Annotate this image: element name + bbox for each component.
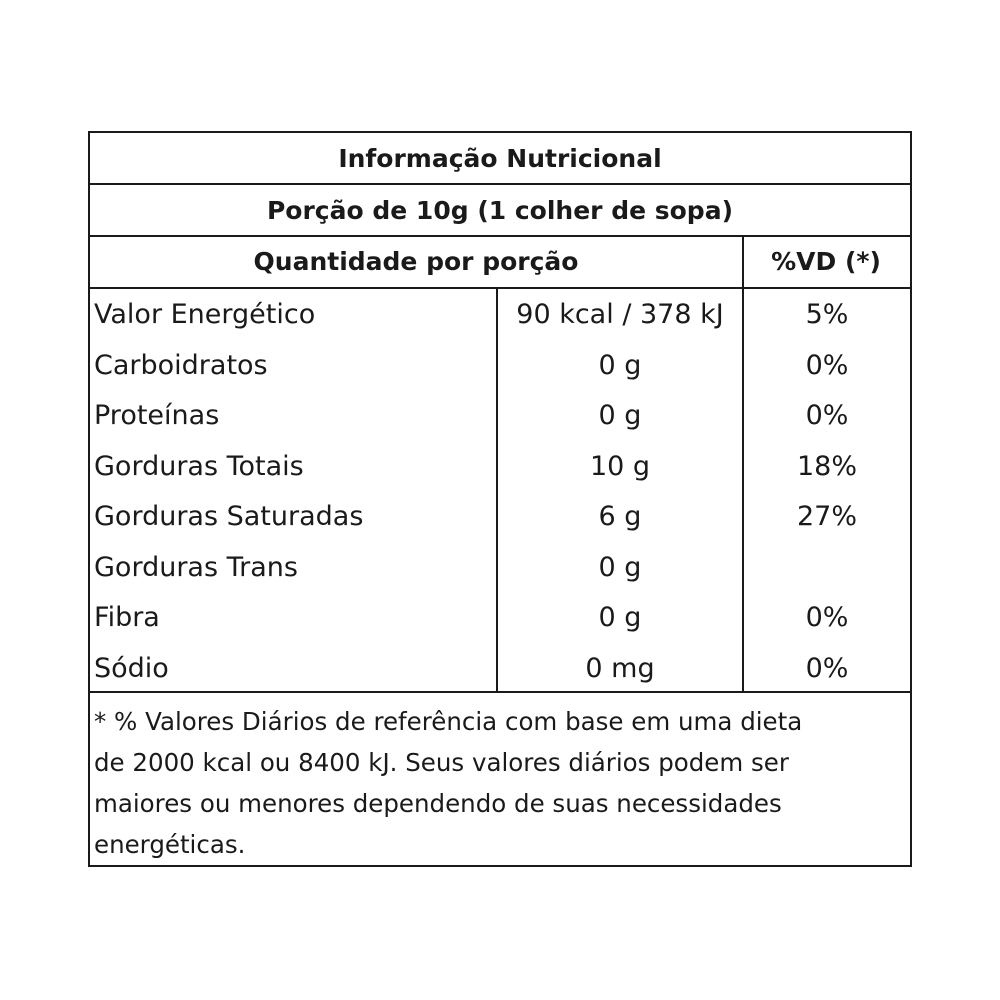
table-row xyxy=(90,542,910,593)
table-row xyxy=(90,592,910,643)
nutrient-daily-value: 0% xyxy=(805,349,849,381)
nutrient-name: Proteínas xyxy=(94,400,220,431)
nutrient-amount: 10 g xyxy=(589,450,651,482)
footnote-line: * % Valores Diários de referência com base em uma dieta xyxy=(94,707,803,736)
nutrient-name: Gorduras Totais xyxy=(94,450,304,482)
column-divider xyxy=(496,289,498,693)
nutrient-name: Gorduras Trans xyxy=(94,551,298,583)
nutrition-facts-table xyxy=(88,131,912,867)
nutrient-daily-value: 5% xyxy=(805,299,849,330)
nutrient-name: Sódio xyxy=(94,652,169,684)
nutrient-amount: 0 g xyxy=(598,602,642,633)
nutrient-daily-value: 18% xyxy=(796,450,857,482)
table-row xyxy=(90,390,910,441)
table-row xyxy=(90,643,910,694)
nutrient-name: Carboidratos xyxy=(94,349,268,381)
footnote-line: maiores ou menores dependendo de suas necessidades xyxy=(94,789,782,818)
nutrient-amount: 0 g xyxy=(598,400,642,431)
nutrient-amount: 0 mg xyxy=(585,652,655,684)
nutrient-daily-value: 0% xyxy=(805,400,849,431)
nutrient-daily-value: 0% xyxy=(805,602,849,633)
portion-size: Porção de 10g (1 colher de sopa) xyxy=(90,185,910,237)
quantity-header: Quantidade por porção xyxy=(253,247,579,276)
nutrient-daily-value: 0% xyxy=(805,652,849,684)
footnote-line: energéticas. xyxy=(94,830,246,859)
footnote-line: de 2000 kcal ou 8400 kJ. Seus valores diários podem ser xyxy=(94,748,789,777)
nutrient-amount: 90 kcal / 378 kJ xyxy=(516,299,724,330)
nutrient-daily-value: 27% xyxy=(796,501,857,532)
column-header-row xyxy=(90,237,910,289)
nutrient-rows xyxy=(90,289,910,693)
table-title: Informação Nutricional xyxy=(90,133,910,185)
table-row xyxy=(90,340,910,391)
table-row xyxy=(90,289,910,340)
table-row xyxy=(90,491,910,542)
table-row xyxy=(90,441,910,492)
nutrient-daily-value xyxy=(744,542,910,592)
nutrient-name: Fibra xyxy=(94,602,160,633)
column-divider xyxy=(742,237,744,693)
nutrient-name: Valor Energético xyxy=(94,299,316,330)
nutrient-amount: 6 g xyxy=(598,501,642,532)
footnote xyxy=(94,701,906,865)
daily-value-header: %VD (*) xyxy=(771,247,881,276)
nutrient-amount: 0 g xyxy=(598,551,642,583)
nutrient-amount: 0 g xyxy=(598,349,642,381)
nutrient-name: Gorduras Saturadas xyxy=(94,501,364,532)
